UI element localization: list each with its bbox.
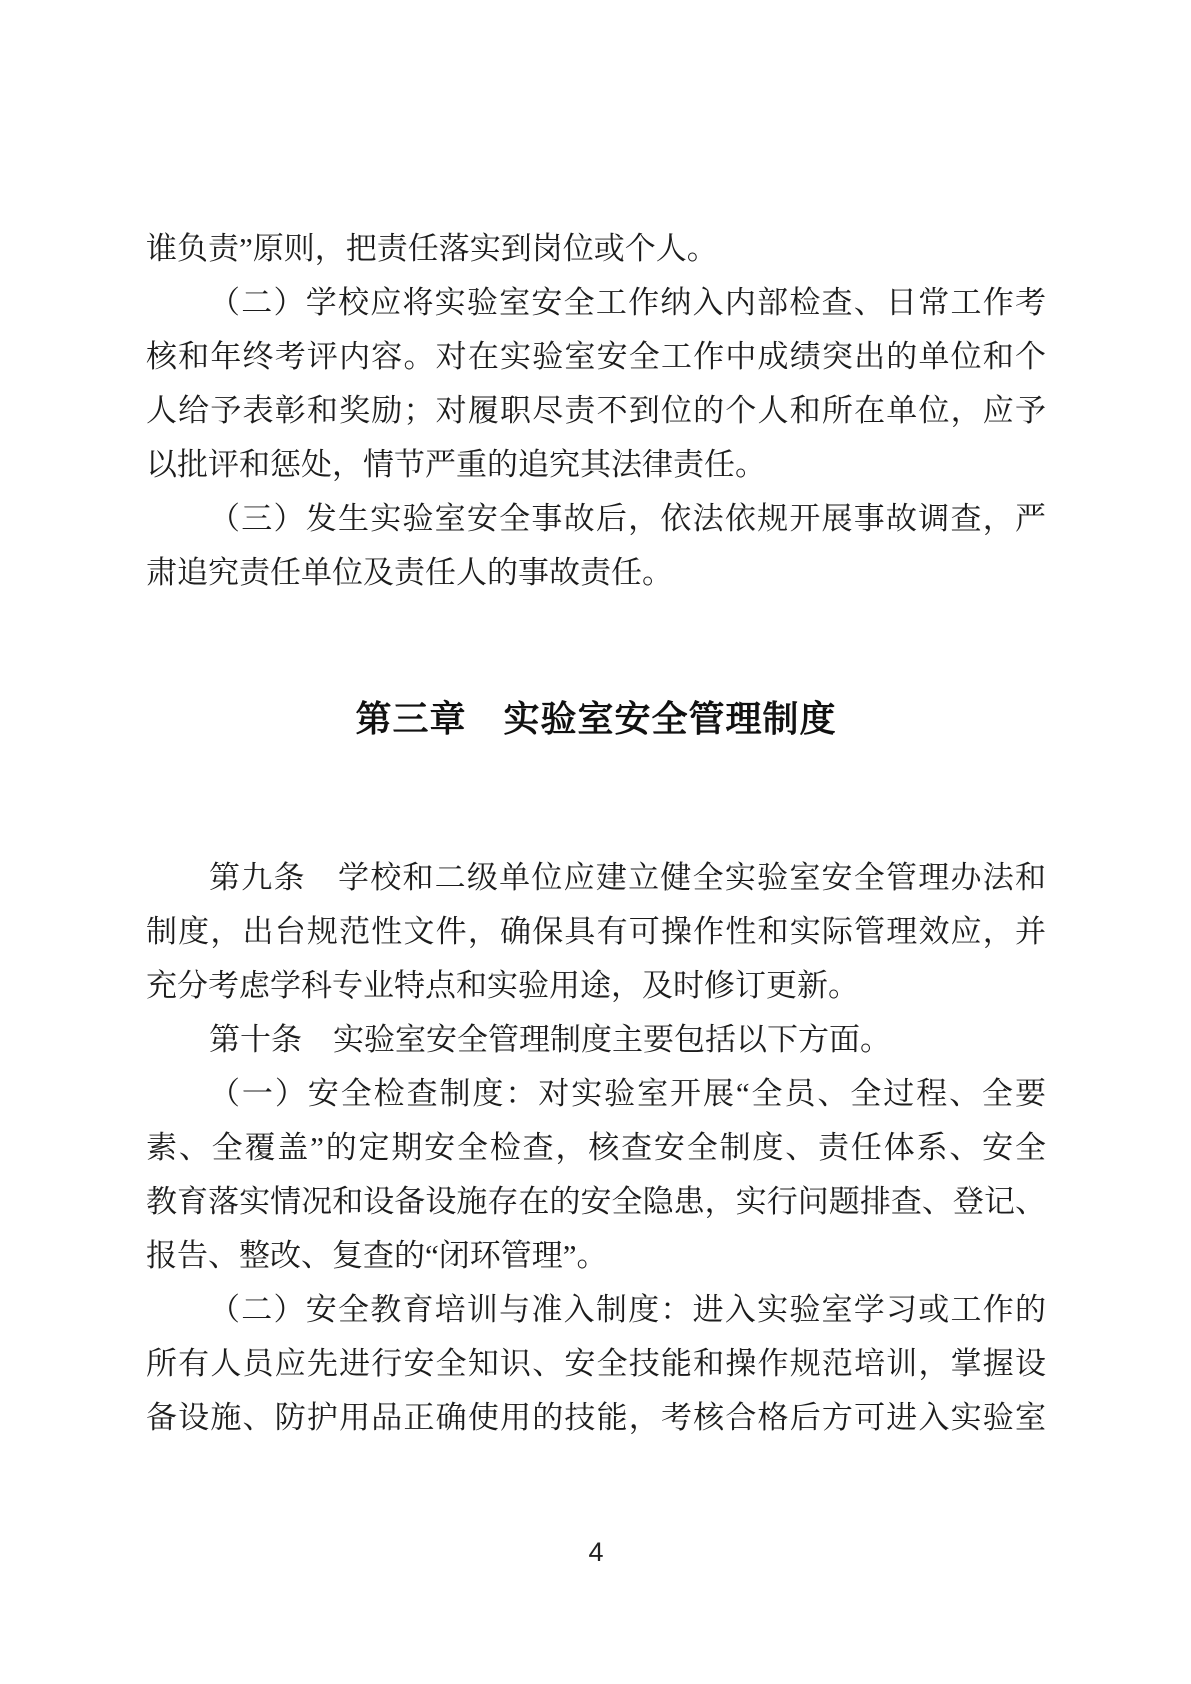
body-line: （一）安全检查制度：对实验室开展“全员、全过程、全要 [209,1076,1046,1111]
paragraph-clause-2 [146,276,1046,492]
body-line: 充分考虑学科专业特点和实验用途，及时修订更新。 [146,968,859,1003]
body-line: （三）发生实验室安全事故后，依法依规开展事故调查，严 [209,501,1046,536]
body-line: （二）安全教育培训与准入制度：进入实验室学习或工作的 [209,1292,1046,1327]
body-line: 谁负责”原则，把责任落实到岗位或个人。 [146,231,718,266]
page-number: 4 [588,1537,604,1567]
body-line: 教育落实情况和设备设施存在的安全隐患，实行问题排查、登记、 [146,1184,1046,1219]
body-line: 人给予表彰和奖励；对履职尽责不到位的个人和所在单位，应予 [146,393,1046,428]
body-line: 备设施、防护用品正确使用的技能，考核合格后方可进入实验室 [146,1400,1046,1435]
body-line: 核和年终考评内容。对在实验室安全工作中成绩突出的单位和个 [146,339,1046,374]
body-line: 报告、整改、复查的“闭环管理”。 [146,1238,608,1273]
body-line: 第十条 实验室安全管理制度主要包括以下方面。 [209,1022,891,1057]
paragraph-clause-3 [146,492,1046,600]
body-line: 制度，出台规范性文件，确保具有可操作性和实际管理效应，并 [146,914,1046,949]
chapter-heading: 第三章 实验室安全管理制度 [355,698,837,739]
body-line: 素、全覆盖”的定期安全检查，核查安全制度、责任体系、安全 [146,1130,1046,1165]
body-line: 以批评和惩处，情节严重的追究其法律责任。 [146,447,766,482]
document-body [146,222,1046,1445]
body-line: （二）学校应将实验室安全工作纳入内部检查、日常工作考 [209,285,1046,320]
paragraph-continuation [146,222,1046,276]
paragraph-article-9 [146,851,1046,1013]
body-line: 肃追究责任单位及责任人的事故责任。 [146,555,673,590]
paragraph-article-10-item-1 [146,1067,1046,1283]
body-line: 第九条 学校和二级单位应建立健全实验室安全管理办法和 [209,860,1046,895]
body-line: 所有人员应先进行安全知识、安全技能和操作规范培训，掌握设 [146,1346,1046,1381]
paragraph-article-10 [146,1013,1046,1067]
paragraph-article-10-item-2 [146,1283,1046,1445]
